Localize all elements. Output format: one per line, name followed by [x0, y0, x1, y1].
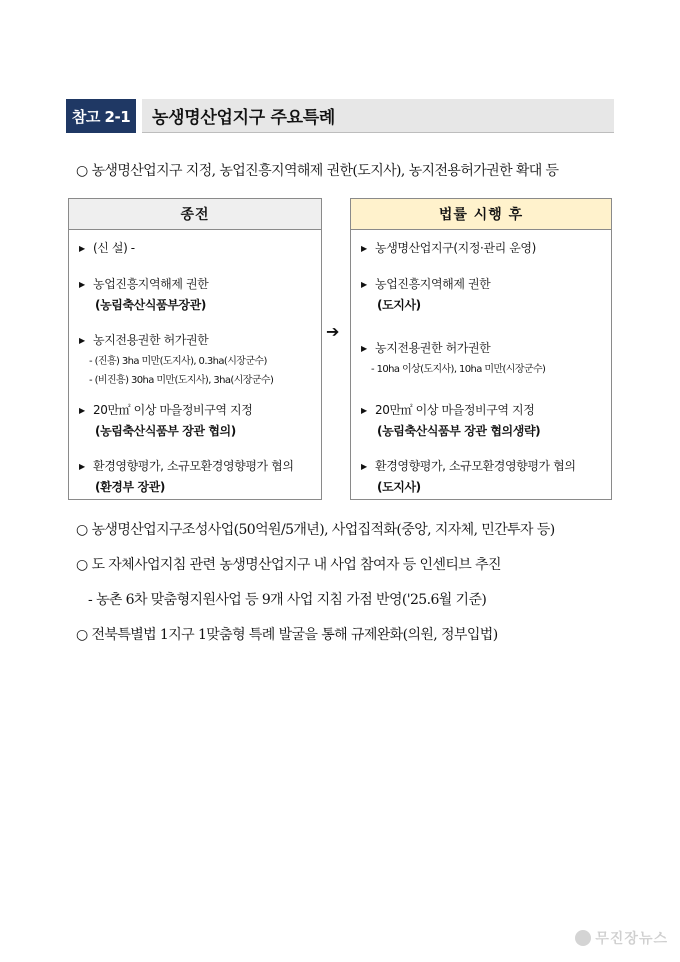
sub-bullet-line: - 농촌 6차 맞춤형지원사업 등 9개 사업 지침 가점 반영('25.6월 기준) — [88, 592, 487, 608]
intro-line: ○ 농생명산업지구 지정, 농업진흥지역해제 권한(도지사), 농지전용허가권한 확대 등 — [76, 163, 559, 179]
list-item: ▶ 20만㎡ 이상 마을정비구역 지정 (농림축산식품부 장관 협의) — [79, 403, 253, 438]
bullet-line: ○ 전북특별법 1지구 1맞춤형 특례 발굴을 통해 규제완화(의원, 정부입법) — [76, 627, 498, 643]
list-item: ▶ 농업진흥지역해제 권한 (도지사) — [361, 277, 491, 312]
triangle-bullet-icon: ▶ — [79, 336, 85, 345]
list-item: ▶ 환경영향평가, 소규모환경영향평가 협의 (환경부 장관) — [79, 459, 294, 494]
bullet-line: ○ 농생명산업지구조성사업(50억원/5개년), 사업집적화(중앙, 지자체, 민간투자 등) — [76, 522, 555, 538]
section-title: 농생명산업지구 주요특례 — [142, 99, 614, 133]
after-box — [350, 198, 612, 500]
after-header: 법률 시행 후 — [351, 199, 611, 230]
list-item: ▶ 환경영향평가, 소규모환경영향평가 협의 (도지사) — [361, 459, 576, 494]
triangle-bullet-icon: ▶ — [361, 244, 367, 253]
right-arrow-icon: ➔ — [326, 322, 340, 341]
triangle-bullet-icon: ▶ — [79, 462, 85, 471]
list-item: ▶ 20만㎡ 이상 마을정비구역 지정 (농림축산식품부 장관 협의생략) — [361, 403, 541, 438]
before-header: 종전 — [69, 199, 321, 230]
triangle-bullet-icon: ▶ — [79, 280, 85, 289]
triangle-bullet-icon: ▶ — [361, 280, 367, 289]
triangle-bullet-icon: ▶ — [79, 406, 85, 415]
triangle-bullet-icon: ▶ — [361, 406, 367, 415]
section-title-bar — [66, 99, 614, 133]
triangle-bullet-icon: ▶ — [361, 462, 367, 471]
list-item: ▶ 농업진흥지역해제 권한 (농림축산식품부장관) — [79, 277, 209, 312]
watermark: 무진장뉴스 — [575, 928, 668, 948]
bullet-line: ○ 도 자체사업지침 관련 농생명산업지구 내 사업 참여자 등 인센티브 추진 — [76, 557, 501, 573]
list-item: ▶ 농생명산업지구(지정·관리 운영) — [361, 241, 536, 255]
before-box — [68, 198, 322, 500]
logo-icon — [575, 930, 591, 946]
triangle-bullet-icon: ▶ — [79, 244, 85, 253]
list-item: ▶ 농지전용권한 허가권한 - 10ha 이상(도지사), 10ha 미만(시장군수) — [361, 341, 546, 375]
reference-tag: 참고 2-1 — [66, 99, 136, 133]
triangle-bullet-icon: ▶ — [361, 344, 367, 353]
list-item: ▶ (신 설) - — [79, 241, 135, 255]
list-item: ▶ 농지전용권한 허가권한 - (진흥) 3ha 미만(도지사), 0.3ha(시장군수) - (비진흥) 30ha 미만(도지사), 3ha(시장군수) — [79, 333, 274, 386]
